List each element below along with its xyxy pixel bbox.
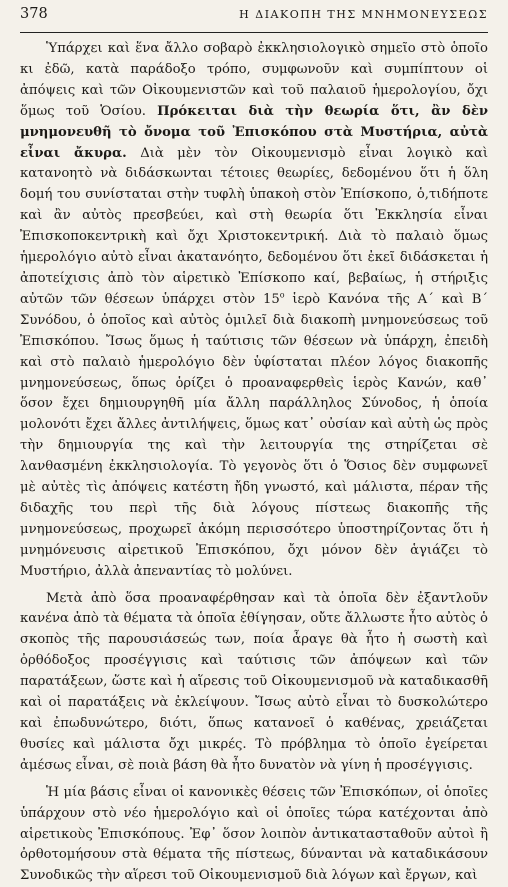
- header-rule: [20, 32, 488, 33]
- paragraph-1-text-a: Ὑπάρχει καὶ ἕνα ἄλλο σοβαρὸ ἐκκλησιολογικὸ σημεῖο στὸ ὁποῖο κι ἐδῶ, κατὰ παράδοξο τρόπο, συμφωνοῦν καὶ συμπίπτουν οἱ ἀπόψεις καὶ τῶν Οἰκουμενιστῶν καὶ τοῦ παλαιοῦ ἡμερολογίου, ὄχι ὅμως τοῦ Ὁσίου.: [20, 41, 488, 119]
- bold-thesis-sentence: Πρόκειται διὰ τὴν θεωρία ὅτι, ἂν δὲν μνημονευθῆ τὸ ὄνομα τοῦ Ἐπισκόπου στὰ Μυστήρια, αὐτὰ εἶναι ἄκυρα.: [20, 103, 488, 161]
- paragraph-3: Ἡ μία βάσις εἶναι οἱ κανονικὲς θέσεις τῶν Ἐπισκόπων, οἱ ὁποῖες ὑπάρχουν στὸ νέο ἡμερολόγιο καὶ οἱ ὁποῖες τώρα κατέχονται ἀπὸ αἱρετικοὺς Ἐπισκόπους. Ἐφ᾽ ὅσον λοιπὸν ἀντικατασταθοῦν αὐτοὶ ἢ ὀρθοτομήσουν στὰ θέματα τῆς πίστεως, δύνανται νὰ καταδικάσουν Συνοδικῶς τὴν αἵρεσι τοῦ Οἰκουμενισμοῦ διὰ λόγων καὶ ἔργων, καὶ: [20, 784, 488, 884]
- body-text: [20, 39, 488, 887]
- paragraph-1-text-c: ἱερὸ Κανόνα τῆς Α´ καὶ Β´ Συνόδου, ὁ ὁποῖος καὶ αὐτὸς ὁμιλεῖ διὰ διακοπὴ μνημονεύσεως τοῦ Ἐπισκόπου. Ἴσως ὅμως ἡ ταύτισις τῶν θέσεων νὰ ὑπάρχη, ἐπειδὴ καὶ στὸ παλαιὸ ἡμερολόγιο δὲν ὑφίσταται πλέον λόγος διακοπῆς μνημονεύσεως, ὅπως ὁρίζει ὁ προαναφερθεὶς ἱερὸς Κανών, καθ᾽ ὅσον ἔχει δημιουργηθῆ μία ἄλλη παράλληλος Σύνοδος, ἡ ὁποία μολονότι ἔχει ἄλλες ἀντιλήψεις, ὅμως κατ᾽ οὐσίαν καὶ αὐτὴ ὡς πρὸς τὴν δημιουργία της καὶ τὴν λειτουργία της στηρίζεται σὲ λανθασμένη ἐκκλησιολογία. Τὸ γεγονὸς ὅτι ὁ Ὅσιος δὲν συμφωνεῖ μὲ αὐτὲς τὶς ἀπόψεις κατέστη ἤδη γνωστό, καὶ μάλιστα, πέραν τῆς διδαχῆς του περὶ τῆς διὰ λόγους πίστεως διακοπῆς τῆς μνημονεύσεως, προχωρεῖ ἀκόμη περισσότερο ὑποστηρίζοντας ὅτι ἡ μνημόνευσις αἱρετικοῦ Ἐπισκόπου, ὄχι μόνον δὲν ἁγιάζει τὸ Μυστήριο, ἀλλὰ ἀπεναντίας τὸ μολύνει.: [20, 291, 488, 579]
- page-number: 378: [20, 6, 48, 22]
- ordinal-superscript: ο: [279, 290, 285, 300]
- running-title: Η ΔΙΑΚΟΠΗ ΤΗΣ ΜΝΗΜΟΝΕΥΣΕΩΣ: [239, 8, 488, 21]
- paragraph-1: [20, 39, 488, 583]
- paragraph-2: Μετὰ ἀπὸ ὅσα προαναφέρθησαν καὶ τὰ ὁποῖα δὲν ἐξαντλοῦν κανένα ἀπὸ τὰ θέματα τὰ ὁποῖα ἐθίγησαν, οὔτε ἄλλωστε ἦτο αὐτὸς ὁ σκοπὸς τῆς παρουσιάσεώς των, ποία ἆραγε θὰ ἦτο ἡ σωστὴ καὶ ὀρθόδοξος προσέγγισις καὶ ταύτισις τῶν ἀπόψεων καὶ τῶν παρατάξεων, ὥστε καὶ ἡ αἵρεσις τοῦ Οἰκουμενισμοῦ νὰ καταδικασθῆ καὶ οἱ παρατάξεις νὰ ἐκλείψουν. Ἴσως αὐτὸ εἶναι τὸ δυσκολώτερο καὶ ἐπωδυνώτερο, διότι, ὅπως κατανοεῖ ὁ καθένας, χρειάζεται θυσίες καὶ μάλιστα ὄχι μικρές. Τὸ πρόβλημα τὸ ὁποῖο ἐγείρεται ἀμέσως εἶναι, σὲ ποιὰ βάση θὰ ἦτο δυνατὸν νὰ γίνη ἡ προσέγγισις.: [20, 590, 488, 773]
- paragraph-1-text-b: Διὰ μὲν τὸν Οἰκουμενισμὸ εἶναι λογικὸ καὶ κατανοητὸ νὰ διδάσκωνται τέτοιες θεωρίες, δεδομένου ὅτι ἡ ὅλη δομή του συνίσταται στὴν τυφλὴ ὑπακοὴ στὸν Ἐπίσκοπο, ὁ,τιδήποτε καὶ ἂν αὐτὸς πρεσβεύει, καὶ στὴ θεωρία ὅτι Ἐκκλησία εἶναι Ἐπισκοποκεντρικὴ καὶ ὄχι Χριστοκεντρική. Διὰ τὸ παλαιὸ ὅμως ἡμερολόγιο αὐτὸ εἶναι ἀκατανόητο, δεδομένου ὅτι ἐκεῖ διδάσκεται ἡ ἀποτείχισις ἀπὸ τὸν αἱρετικὸ Ἐπίσκοπο καί, βεβαίως, ἡ στήριξις αὐτῶν τῶν θέσεων ὑπάρχει στὸν 15: [20, 145, 488, 307]
- page-header: [20, 6, 488, 32]
